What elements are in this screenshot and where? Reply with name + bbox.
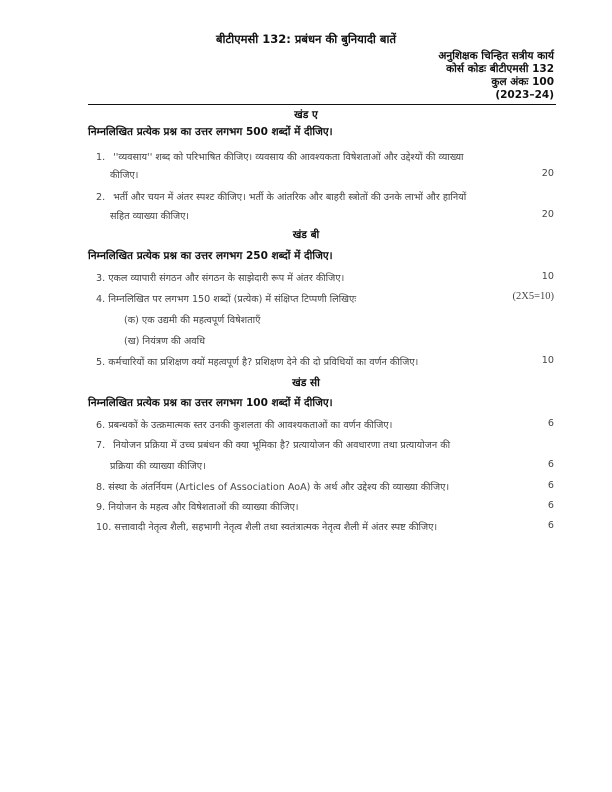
question-number: 7.	[96, 440, 106, 451]
question-4	[96, 292, 356, 305]
question-text: निम्नलिखित पर लगभग 150 शब्दों (प्रत्येक) में संक्षिप्त टिप्पणी लिखिएः	[108, 294, 357, 305]
question-9	[96, 500, 299, 513]
question-number: 2.	[96, 192, 106, 203]
question-4-subpart-kha: (ख) नियंत्रण की अवधि	[124, 336, 205, 347]
question-number: 6.	[96, 420, 106, 431]
section-b-instruction: निम्नलिखित प्रत्येक प्रश्न का उत्तर लगभग 250 शब्दों में दीजिए।	[88, 250, 333, 262]
question-number: 8.	[96, 482, 106, 493]
question-text: प्रबन्धकों के उत्क्रमात्मक स्तर उनकी कुशलता की आवश्यकताओं का वर्णन कीजिए।	[108, 420, 393, 431]
section-c-instruction: निम्नलिखित प्रत्येक प्रश्न का उत्तर लगभग 100 शब्दों में दीजिए।	[88, 397, 333, 409]
question-9-marks: 6	[547, 500, 554, 511]
question-text: सत्तावादी नेतृत्व शैली, सहभागी नेतृत्व शैली तथा स्वतंत्रात्मक नेतृत्व शैली में अंतर स्पष्ट कीजिए।	[114, 522, 438, 533]
question-2-continued: सहित व्याख्या कीजिए।	[110, 211, 190, 222]
question-7-marks: 6	[547, 459, 554, 470]
question-3	[96, 271, 344, 284]
question-8	[96, 480, 449, 493]
section-a-instruction: निम्नलिखित प्रत्येक प्रश्न का उत्तर लगभग 500 शब्दों में दीजिए।	[88, 126, 333, 138]
question-10-marks: 6	[547, 520, 554, 531]
section-a-heading: खंड ए	[294, 109, 318, 121]
question-1	[96, 150, 464, 163]
question-3-marks: 10	[541, 271, 554, 282]
question-number: 4.	[96, 294, 106, 305]
question-7	[96, 438, 450, 451]
question-1-marks: 20	[541, 168, 554, 179]
question-1-continued: कीजिए।	[110, 170, 139, 181]
question-text: नियोजन के महत्व और विषेशताओं की व्याख्या कीजिए।	[108, 502, 299, 513]
session-year: (2023–24)	[495, 89, 554, 101]
question-number: 9.	[96, 502, 106, 513]
question-5	[96, 355, 418, 368]
header-divider	[88, 104, 556, 105]
question-number: 3.	[96, 273, 106, 284]
question-2-marks: 20	[541, 209, 554, 220]
question-4-subpart-ka: (क) एक उद्यमी की महत्वपूर्ण विषेशताएँ	[124, 315, 261, 326]
section-b-heading: खंड बी	[292, 229, 320, 241]
question-text: एकल व्यापारी संगठन और संगठन के साझेदारी रूप में अंतर कीजिए।	[108, 273, 345, 284]
question-4-marks: (2X5=10)	[512, 291, 554, 302]
course-code: कोर्स कोडः बीटीएमसी 132	[446, 63, 554, 75]
question-text: भर्ती और चयन में अंतर स्पश्ट कीजिए। भर्ती के आंतरिक और बाहरी स्त्रोतों की उनके लाभों और हानियों	[113, 192, 467, 203]
question-text: ''व्यवसाय'' शब्द को परिभाषित कीजिए। व्यवसाय की आवश्यकता विषेशताओं और उद्देश्यों की व्याख्या	[113, 152, 464, 163]
question-text: संस्था के अंतर्नियम (Articles of Association AoA) के अर्थ और उद्देश्य की व्याख्या कीजिए।	[108, 482, 450, 493]
assignment-type: अनुशिक्षक चिन्हित सत्रीय कार्य	[438, 50, 554, 62]
question-7-continued: प्रक्रिया की व्याख्या कीजिए।	[110, 461, 206, 472]
question-8-marks: 6	[547, 480, 554, 491]
question-5-marks: 10	[541, 355, 554, 366]
question-number: 10.	[96, 522, 112, 533]
question-number: 1.	[96, 152, 106, 163]
question-number: 5.	[96, 357, 106, 368]
question-text: नियोजन प्रक्रिया में उच्च प्रबंधन की क्या भूमिका है? प्रत्यायोजन की अवधारणा तथा प्रत्यायोजन की	[113, 440, 451, 451]
section-c-heading: खंड सी	[292, 377, 320, 389]
question-10	[96, 520, 437, 533]
total-marks: कुल अंकः 100	[491, 76, 554, 88]
question-text: कर्मचारियों का प्रशिक्षण क्यों महत्वपूर्ण है? प्रशिक्षण देने की दो प्रविधियों का वर्णन कीजिए।	[108, 357, 419, 368]
question-6-marks: 6	[547, 418, 554, 429]
question-2	[96, 190, 466, 203]
document-title: बीटीएमसी 132: प्रबंधन की बुनियादी बातें	[215, 32, 397, 46]
question-6	[96, 418, 392, 431]
